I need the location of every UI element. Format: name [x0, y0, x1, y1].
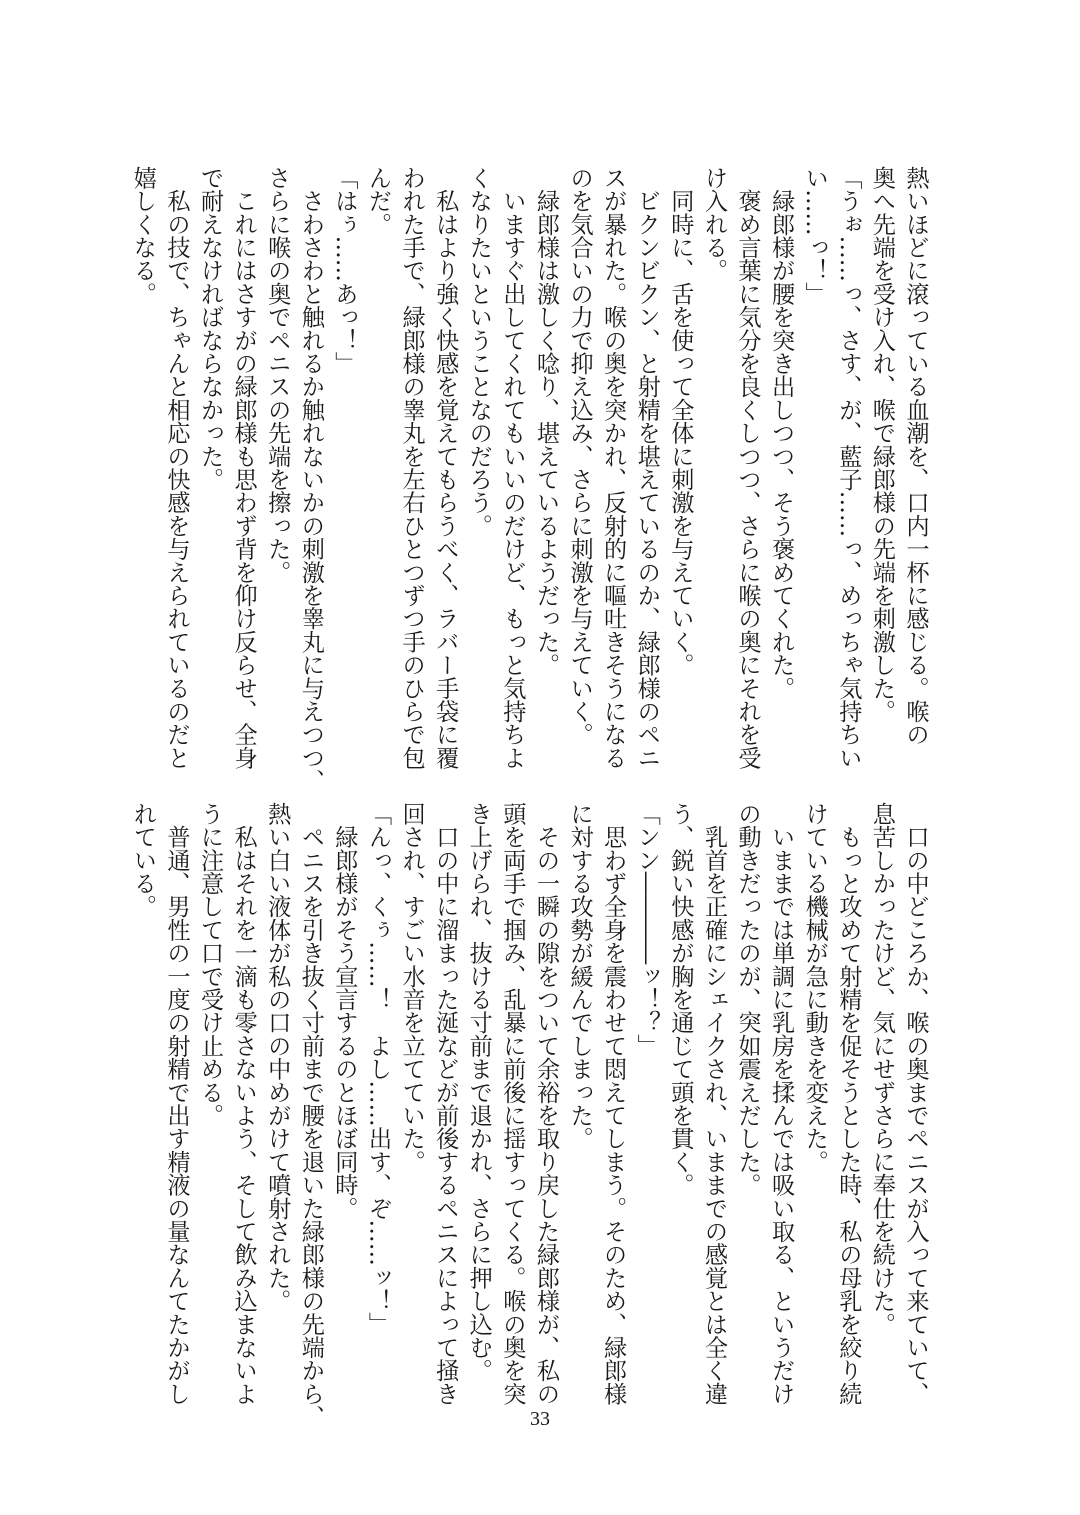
text-line: で耐えなければならなかった。	[196, 166, 224, 491]
text-line: ペニスを引き抜く寸前まで腰を退いた緑郎様の先端から、	[297, 802, 325, 1429]
text-line: うに注意して口で受け止める。	[196, 802, 224, 1127]
text-line: 回され、すごい水音を立てていた。	[398, 802, 426, 1174]
text-line: スが暴れた。喉の奥を突かれ、反射的に嘔吐きそうになる	[599, 166, 627, 770]
text-line: 褒め言葉に気分を良くしつつ、さらに喉の奥にそれを受	[734, 166, 762, 770]
text-line: 緑郎様は激しく唸り、堪えているようだった。	[532, 166, 560, 677]
page-number: 33	[530, 1408, 550, 1430]
text-line: もっと攻めて射精を促そうとした時、私の母乳を絞り続	[834, 802, 862, 1406]
text-line: 乳首を正確にシェイクされ、いままでの感覚とは全く違	[700, 802, 728, 1406]
text-line: ビクンビクン、と射精を堪えているのか、緑郎様のペニ	[633, 166, 661, 770]
text-line: 頭を両手で掴み、乱暴に前後に揺すってくる。喉の奥を突	[498, 802, 526, 1406]
text-line: れている。	[129, 802, 157, 918]
text-line: 「んっ、くぅ……！ よし……出す、ぞ……ッ！」	[364, 802, 392, 1336]
text-line: 熱いほどに滾っている血潮を、口内一杯に感じる。喉の	[902, 166, 929, 746]
text-line: 息苦しかったけど、気にせずさらに奉仕を続けた。	[868, 802, 896, 1336]
text-line: け入れる。	[700, 166, 728, 282]
text-line: 同時に、舌を使って全体に刺激を与えていく。	[666, 166, 694, 677]
text-line: い……っ！」	[801, 166, 829, 306]
text-line: の動きだったのが、突如震えだした。	[734, 802, 762, 1197]
text-line: 口の中どころか、喉の奥までペニスが入って来ていて、	[902, 802, 929, 1406]
text-line: その一瞬の隙をついて余裕を取り戻した緑郎様が、私の	[532, 802, 560, 1406]
text-line: 嬉しくなる。	[129, 166, 157, 306]
text-line: 「はぅ……あっ！」	[330, 166, 358, 375]
text-line: に対する攻勢が緩んでしまった。	[566, 802, 594, 1150]
text-line: 私の技で、ちゃんと相応の快感を与えられているのだと	[162, 166, 190, 770]
text-block-top	[126, 166, 932, 793]
text-line: われた手で、緑郎様の睾丸を左右ひとつずつ手のひらで包	[398, 166, 426, 770]
text-line: これにはさすがの緑郎様も思わず背を仰け反らせ、全身	[230, 166, 258, 770]
text-line: いままでは単調に乳房を揉んでは吸い取る、というだけ	[767, 802, 795, 1406]
text-line: 「うぉ……っ、さす、が、藍子……っ、めっちゃ気持ちい	[834, 166, 862, 770]
text-line: 熱い白い液体が私の口の中めがけて噴射された。	[263, 802, 291, 1313]
text-line: 私はより強く快感を覚えてもらうべく、ラバー手袋に覆	[431, 166, 459, 770]
text-line: 私はそれを一滴も零さないよう、そして飲み込まないよ	[230, 802, 258, 1406]
text-line: 普通、男性の一度の射精で出す精液の量なんてたかがし	[162, 802, 190, 1406]
text-line: 口の中に溜まった涎などが前後するペニスによって掻き	[431, 802, 459, 1406]
text-line: 緑郎様がそう宣言するのとほぼ同時。	[330, 802, 358, 1220]
text-line: のを気合いの力で抑え込み、さらに刺激を与えていく。	[566, 166, 594, 746]
text-line: さらに喉の奥でペニスの先端を擦った。	[263, 166, 291, 584]
text-line: けている機械が急に動きを変えた。	[801, 802, 829, 1174]
text-line: さわさわと触れるか触れないかの刺激を睾丸に与えつつ、	[297, 166, 325, 793]
text-line: 「ンン――――ッ！？」	[633, 802, 661, 1058]
text-line: き上げられ、抜ける寸前まで退かれ、さらに押し込む。	[465, 802, 493, 1382]
text-line: 思わず全身を震わせて悶えてしまう。そのため、緑郎様	[599, 802, 627, 1406]
text-line: 緑郎様が腰を突き出しつつ、そう褒めてくれた。	[767, 166, 795, 700]
text-line: いますぐ出してくれてもいいのだけど、もっと気持ちよ	[498, 166, 526, 770]
text-line: 奥へ先端を受け入れ、喉で緑郎様の先端を刺激した。	[868, 166, 896, 723]
text-line: くなりたいということなのだろう。	[465, 166, 493, 538]
text-line: んだ。	[364, 166, 392, 236]
text-line: う、鋭い快感が胸を通じて頭を貫く。	[666, 802, 694, 1197]
